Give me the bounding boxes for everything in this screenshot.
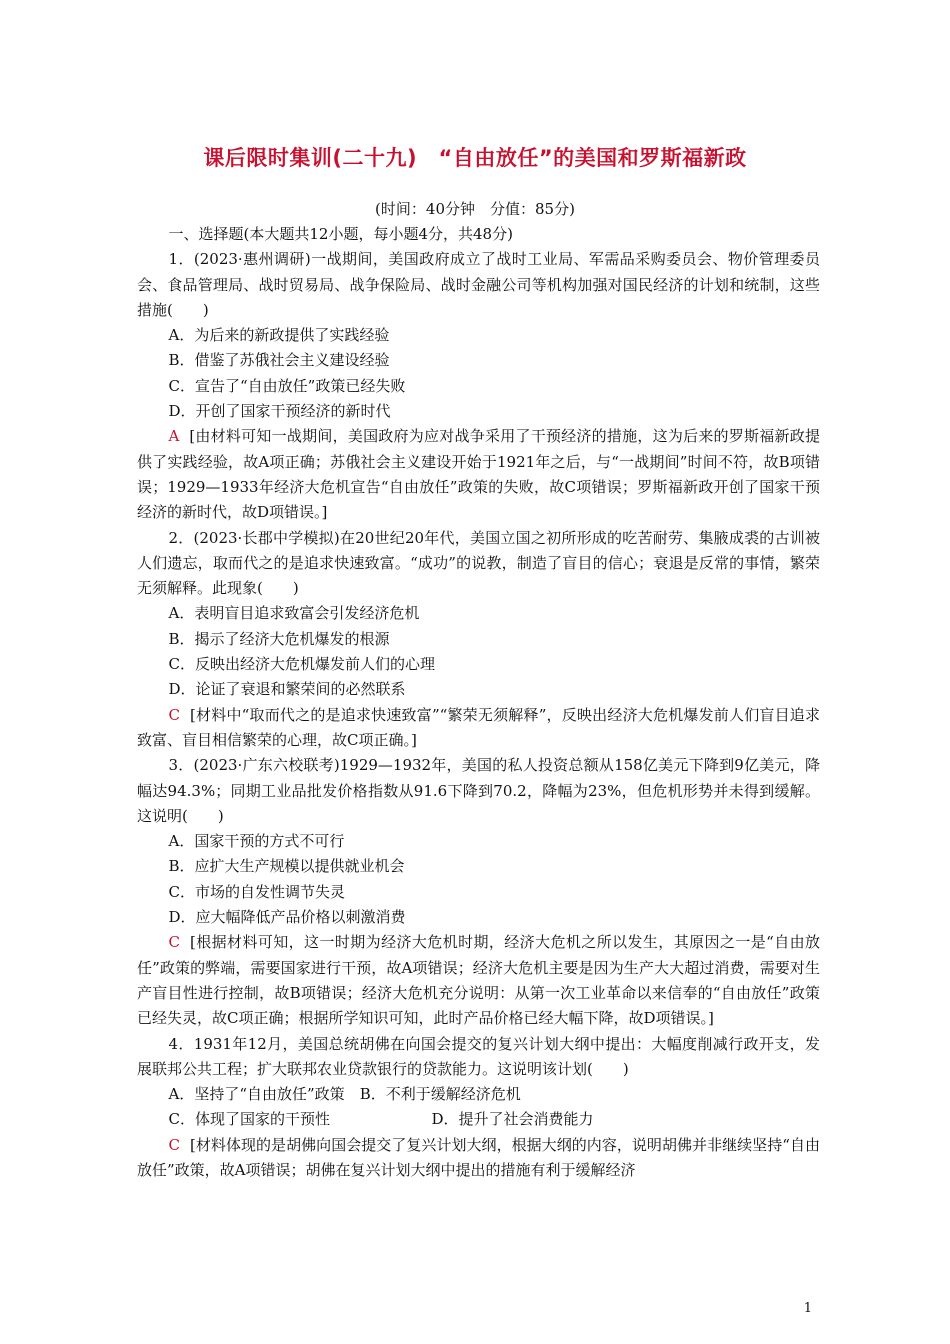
- option: A．表明盲目追求致富会引发经济危机: [168, 604, 420, 623]
- question-stem: 2．(2023·长郡中学模拟)在20世纪20年代，美国立国之初所形成的吃苦耐劳、集腋成裘的古训被人们遗忘，取而代之的是追求快速致富。“成功”的说教，制造了盲目的信心；衰退是反常的事情，繁荣无须解释。此现象( ): [137, 528, 820, 598]
- answer-explanation: [137, 930, 820, 1031]
- answer-explanation: [137, 424, 820, 525]
- explanation-text: [材料中“取而代之的是追求快速致富”“繁荣无须解释”，反映出经济大危机爆发前人们盲目追求致富、盲目相信繁荣的心理，故C项正确。]: [137, 705, 820, 749]
- exam-meta: (时间：40分钟 分值：85分): [375, 200, 575, 218]
- answer-explanation: [137, 1133, 820, 1184]
- option: A．为后来的新政提供了实践经验: [168, 326, 390, 345]
- page-number: 1: [803, 1301, 812, 1316]
- option: A．坚持了“自由放任”政策: [168, 1085, 345, 1104]
- explanation-text: [材料体现的是胡佛向国会提交了复兴计划大纲，根据大纲的内容，说明胡佛并非继续坚持“自由放任”政策，故A项错误；胡佛在复兴计划大纲中提出的措施有利于缓解经济: [137, 1135, 820, 1179]
- option: C．体现了国家的干预性: [168, 1110, 330, 1129]
- explanation-text: [由材料可知一战期间，美国政府为应对战争采用了干预经济的措施，这为后来的罗斯福新政提供了实践经验，故A项正确；苏俄社会主义建设开始于1921年之后，与“一战期间”时间不符，故B项错误；1929—1933年经济大危机宣告“自由放任”政策的失败，故C项错误；罗斯福新政开创了国家干预经济的新时代，故D项错误。]: [137, 427, 820, 522]
- section-heading: 一、选择题(本大题共12小题，每小题4分，共48分): [168, 225, 513, 243]
- option: C．市场的自发性调节失灵: [168, 882, 345, 901]
- option-row: [137, 1107, 820, 1132]
- answer-letter: C: [168, 1135, 180, 1154]
- option: C．反映出经济大危机爆发前人们的心理: [168, 655, 435, 674]
- option: D．论证了衰退和繁荣间的必然联系: [168, 680, 406, 699]
- option-row: [137, 1082, 820, 1107]
- option: D．提升了社会消费能力: [431, 1110, 594, 1129]
- question-2: [137, 526, 820, 754]
- question-4: [137, 1032, 820, 1184]
- option: A．国家干预的方式不可行: [168, 832, 345, 851]
- question-stem: 1．(2023·惠州调研)一战期间，美国政府成立了战时工业局、军需品采购委员会、物价管理委员会、食品管理局、战时贸易局、战争保险局、战时金融公司等机构加强对国民经济的计划和统制，这些措施( ): [137, 250, 820, 319]
- option: B．揭示了经济大危机爆发的根源: [168, 629, 390, 648]
- answer-letter: C: [168, 705, 180, 724]
- explanation-text: [根据材料可知，这一时期为经济大危机时期，经济大危机之所以发生，其原因之一是“自由放任”政策的弊端，需要国家进行干预，故A项错误；经济大危机主要是因为生产大大超过消费，需要对生产盲目性进行控制，故B项错误；经济大危机充分说明：从第一次工业革命以来信奉的“自由放任”政策已经失灵，故C项正确；根据所学知识可知，此时产品价格已经大幅下降，故D项错误。]: [137, 933, 820, 1028]
- document-body: [137, 222, 820, 1183]
- answer-explanation: [137, 703, 820, 754]
- option: D．开创了国家干预经济的新时代: [168, 402, 391, 421]
- option: B．不利于缓解经济危机: [359, 1085, 521, 1104]
- question-3: [137, 753, 820, 1031]
- question-1: [137, 247, 820, 525]
- question-stem: 3．(2023·广东六校联考)1929—1932年，美国的私人投资总额从158亿美元下降到9亿美元，降幅达94.3%；同期工业品批发价格指数从91.6下降到70.2，降幅为23%，但危机形势并未得到缓解。这说明( ): [137, 756, 820, 825]
- question-stem: 4．1931年12月，美国总统胡佛在向国会提交的复兴计划大纲中提出：大幅度削减行政开支，发展联邦公共工程；扩大联邦农业贷款银行的贷款能力。这说明该计划( ): [137, 1034, 820, 1078]
- page-title: 课后限时集训(二十九) “自由放任”的美国和罗斯福新政: [203, 146, 747, 170]
- option: B．借鉴了苏俄社会主义建设经验: [168, 351, 390, 370]
- answer-letter: C: [168, 933, 180, 952]
- answer-letter: A: [168, 427, 180, 446]
- option: D．应大幅降低产品价格以刺激消费: [168, 908, 406, 927]
- option: C．宣告了“自由放任”政策已经失败: [168, 376, 406, 395]
- option: B．应扩大生产规模以提供就业机会: [168, 857, 405, 876]
